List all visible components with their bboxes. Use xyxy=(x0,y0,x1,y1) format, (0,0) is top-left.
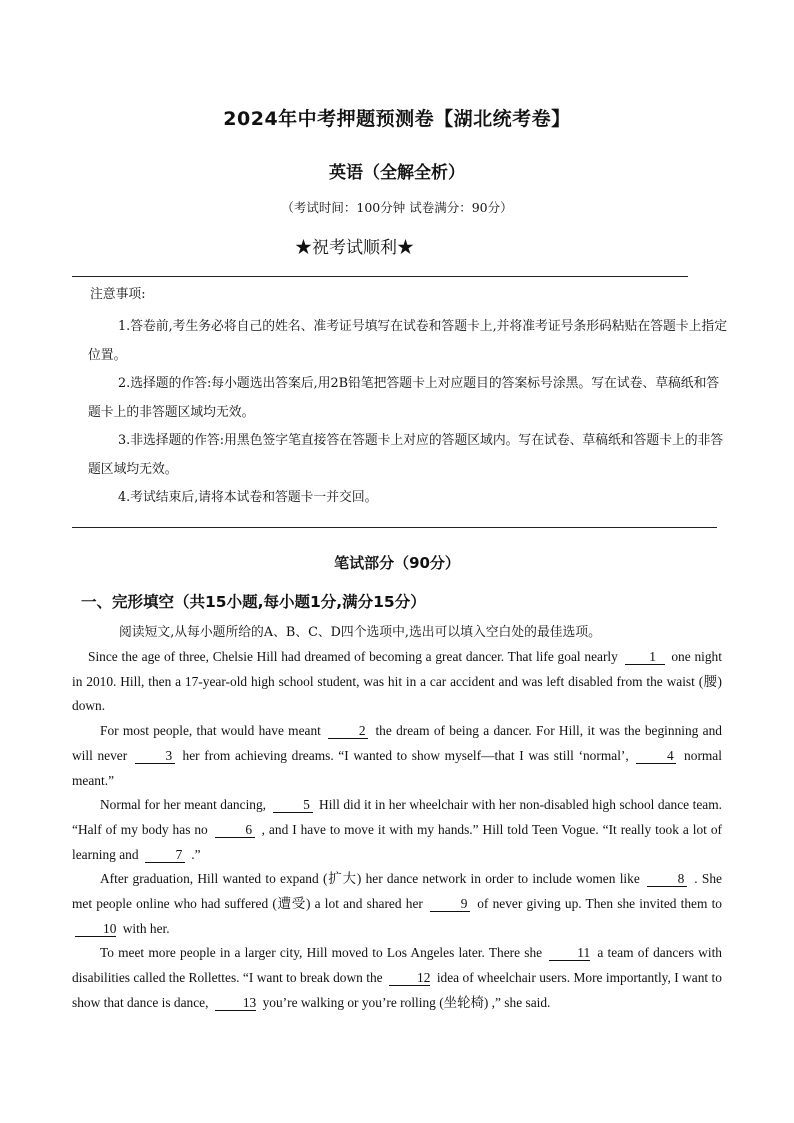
blank-11: 11 xyxy=(549,945,590,961)
passage-text: , and I have to move it with my hands.” Hill told Teen Vogue. “It really took a lot of learning and xyxy=(72,821,722,862)
notes-heading: 注意事项: xyxy=(90,287,146,302)
passage-text: a team of dancers with disabilities called the Rollettes. “I want to break down the xyxy=(72,945,722,986)
bottom-divider xyxy=(72,527,717,528)
passage-text: you’re walking or you’re rolling (坐轮椅) ,” she said. xyxy=(262,994,551,1010)
passage-text: her from achieving dreams. “I wanted to show myself—that I was still ‘normal’, xyxy=(182,747,629,763)
blank-3: 3 xyxy=(135,748,175,764)
passage-text: . She met people online who had suffered (遭受) a lot and shared her xyxy=(72,871,722,912)
passage-text: one night in 2010. Hill, then a 17-year-old high school student, was hit in a car accident and was left disabled from the waist (腰) down. xyxy=(72,649,722,714)
blank-7: 7 xyxy=(145,847,185,863)
blank-6: 6 xyxy=(215,822,255,838)
passage-paragraph-5 xyxy=(72,941,722,1015)
passage-text: of never giving up. Then she invited them to xyxy=(477,896,722,912)
part-instruction: 阅读短文,从每小题所给的A、B、C、D四个选项中,选出可以填入空白处的最佳选项。 xyxy=(119,625,601,640)
blank-1: 1 xyxy=(625,649,665,665)
passage-text: For most people, that would have meant xyxy=(100,723,321,739)
blank-4: 4 xyxy=(636,748,676,764)
top-divider xyxy=(72,276,688,277)
passage-text: Hill did it in her wheelchair with her non-disabled high school dance team. “Half of my body has no xyxy=(72,797,722,837)
exam-title: 2024年中考押题预测卷【湖北统考卷】 xyxy=(223,108,571,130)
blank-8: 8 xyxy=(647,871,687,887)
passage-text: .” xyxy=(191,846,201,862)
exam-info: （考试时间：100分钟 试卷满分：90分） xyxy=(281,200,513,215)
exam-subtitle: 英语（全解全析） xyxy=(329,163,465,183)
blank-5: 5 xyxy=(273,797,313,813)
blank-13: 13 xyxy=(215,995,256,1011)
blank-10: 10 xyxy=(75,921,116,937)
note-item: 2.选择题的作答:每小题选出答案后,用2B铅笔把答题卡上对应题目的答案标号涂黑。写在试卷、草稿纸和答题卡上的非答题区域均无效。 xyxy=(88,376,720,420)
passage-text: Since the age of three, Chelsie Hill had dreamed of becoming a great dancer. That life goal nearly xyxy=(88,649,618,664)
passage-text: normal meant.” xyxy=(72,747,722,788)
note-item: 3.非选择题的作答:用黑色签字笔直接答在答题卡上对应的答题区域内。写在试卷、草稿纸和答题卡上的非答题区域均无效。 xyxy=(88,433,724,477)
cloze-passage xyxy=(72,645,722,1016)
notes-section xyxy=(88,286,728,513)
passage-text: with her. xyxy=(122,920,170,936)
passage-text: After graduation, Hill wanted to expand (扩大) her dance network in order to include women like xyxy=(100,871,640,887)
part-title: 一、完形填空（共15小题,每小题1分,满分15分） xyxy=(81,593,426,611)
section-title: 笔试部分（90分） xyxy=(334,554,460,572)
passage-text: Normal for her meant dancing, xyxy=(100,797,267,813)
passage-text: the dream of being a dancer. For Hill, it was the beginning and will never xyxy=(72,723,722,763)
passage-paragraph-2 xyxy=(72,719,722,793)
passage-paragraph-3 xyxy=(72,793,722,867)
blank-9: 9 xyxy=(430,896,470,912)
passage-text: To meet more people in a larger city, Hill moved to Los Angeles later. There she xyxy=(100,945,543,961)
good-luck-line: ★祝考试顺利★ xyxy=(295,238,414,258)
note-item: 4.考试结束后,请将本试卷和答题卡一并交回。 xyxy=(118,490,378,505)
blank-12: 12 xyxy=(389,970,430,986)
passage-text: idea of wheelchair users. More importantly, I want to show that dance is dance, xyxy=(72,970,722,1010)
passage-paragraph-1 xyxy=(72,645,722,719)
note-item: 1.答卷前,考生务必将自己的姓名、准考证号填写在试卷和答题卡上,并将准考证号条形码粘贴在答题卡上指定位置。 xyxy=(88,319,728,363)
passage-paragraph-4 xyxy=(72,867,722,941)
blank-2: 2 xyxy=(328,723,368,739)
